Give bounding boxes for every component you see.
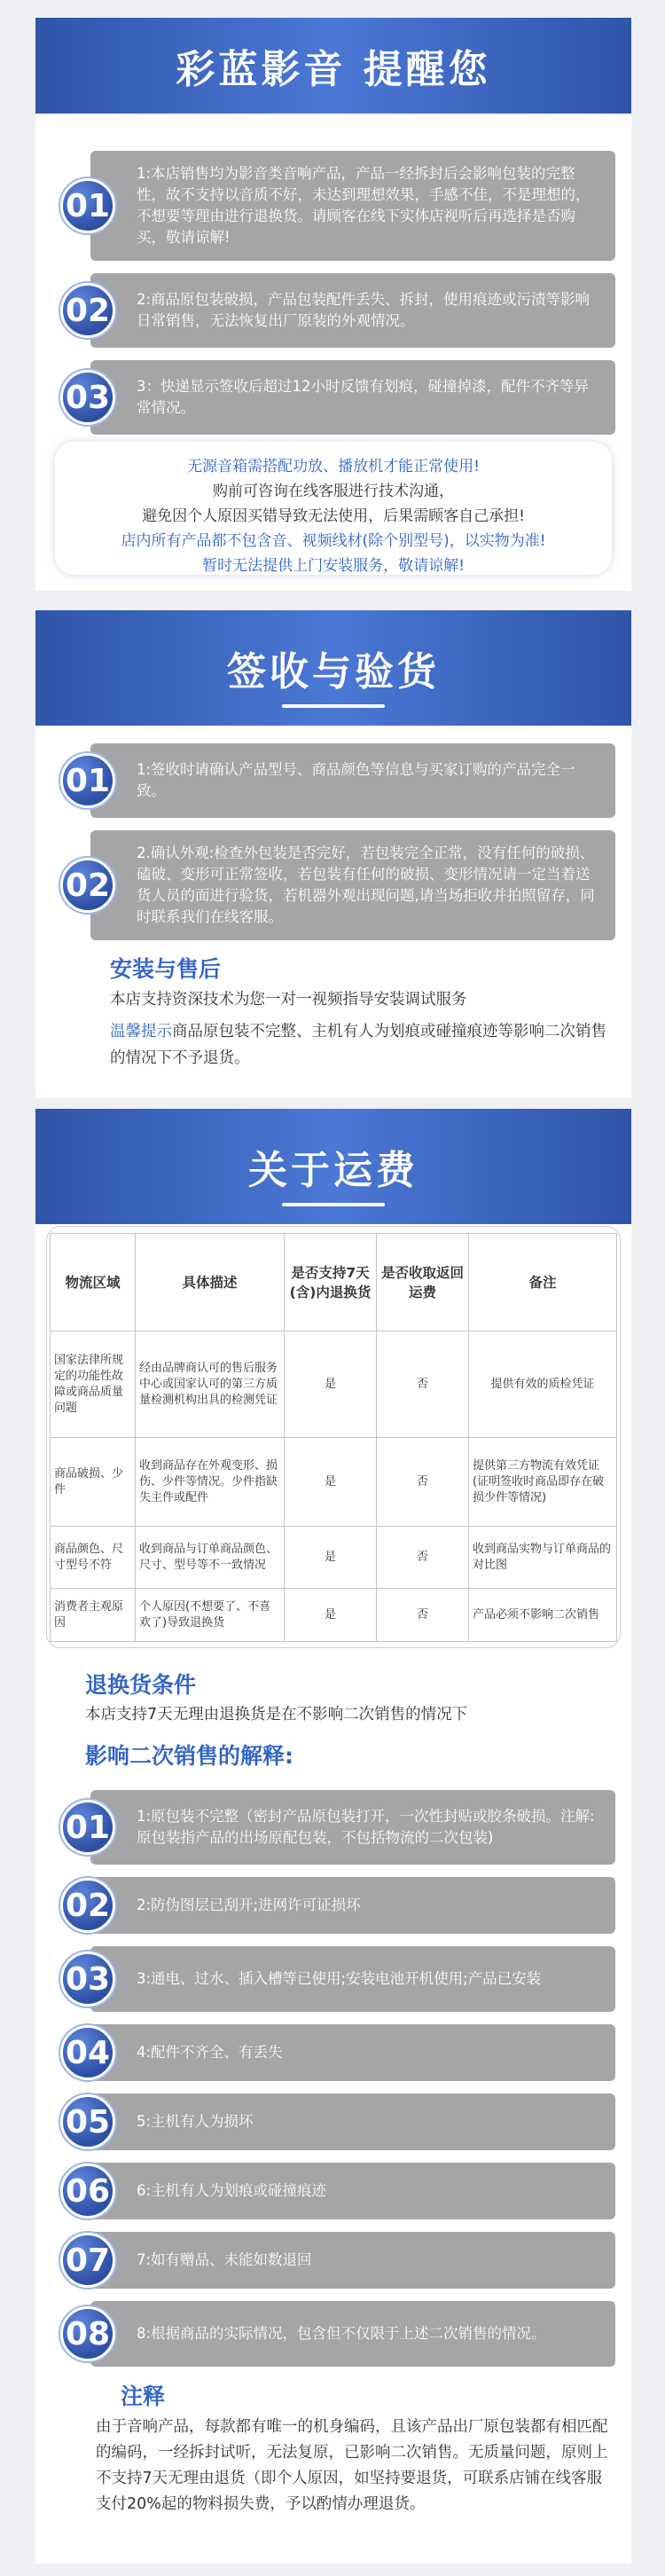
notice-text: 3：快递显示签收后超过12小时反馈有划痕，碰撞掉漆，配件不齐等异常情况。 — [90, 360, 615, 435]
table-cell: 经由品牌商认可的售后服务中心或国家认可的第三方质量检测机构出具的检测凭证 — [136, 1331, 285, 1438]
table-cell: 收到商品与订单商品颜色、尺寸、型号等不一致情况 — [136, 1527, 285, 1589]
note-text: 由于音响产品，每款都有唯一的机身编码，且该产品出厂原包装都有相匹配的编码，一经拆封试听，无法复原，已影响二次销售。无质量问题，原则上不支持7天无理由退货（即个人原因，如坚持要退货，可联系店铺在线客服支付20%起的物料损失费，予以酌情办理退货。 — [96, 2418, 608, 2513]
explain-item — [60, 1790, 615, 1865]
number-badge: 07 — [60, 2233, 115, 2288]
explain-item — [60, 2301, 615, 2367]
table-header: 是否收取返回运费 — [377, 1234, 469, 1331]
table-cell: 商品颜色、尺寸型号不符 — [51, 1527, 136, 1589]
table-cell: 是 — [285, 1527, 377, 1589]
table-cell: 是 — [285, 1589, 377, 1642]
table-cell: 消费者主观原因 — [51, 1589, 136, 1642]
note-title: 注释 — [121, 2384, 166, 2409]
shipping-header — [35, 1109, 631, 1224]
number-badge: 05 — [60, 2094, 115, 2149]
table-cell: 否 — [377, 1438, 469, 1527]
explain-text: 6:主机有人为划痕或碰撞痕迹 — [90, 2163, 615, 2219]
table-header: 是否支持7天(含)内退换货 — [285, 1234, 377, 1331]
table-header: 具体描述 — [136, 1234, 285, 1331]
title-underline — [282, 704, 385, 708]
number-badge: 02 — [60, 283, 115, 338]
explain-item — [60, 2093, 615, 2150]
receipt-title: 签收与验货 — [227, 649, 440, 695]
explain-text: 7:如有赠品、未能如数退回 — [90, 2232, 615, 2289]
explain-text: 1:原包装不完整（密封产品原包装打开，一次性封贴或胶条破损。注解:原包装指产品的出场原配包装，不包括物流的二次包装) — [90, 1790, 615, 1865]
explain-item — [60, 1877, 615, 1934]
note-line: 购前可咨询在线客服进行技术沟通， — [213, 483, 454, 500]
number-badge: 06 — [60, 2164, 115, 2219]
number-badge: 03 — [60, 1952, 115, 2007]
reminder-header — [35, 18, 631, 114]
table-row — [51, 1589, 617, 1642]
table-cell: 产品必须不影响二次销售 — [469, 1589, 617, 1642]
install-text: 本店支持资深技术为您一对一视频指导安装调试服务 — [110, 991, 467, 1009]
install-title: 安装与售后 — [110, 956, 222, 982]
tip-text — [110, 1018, 606, 1072]
note-line: 无源音箱需搭配功放、播放机才能正常使用! — [187, 458, 480, 475]
notice-text: 2.确认外观:检查外包装是否完好，若包装完全正常，没有任何的破损、磕破、变形可正常签收，若包装有任何的破损、变形情况请一定当着送货人员的面进行验货，若机器外观出现问题,请当场拒收并拍照留存，同时联系我们在线客服。 — [90, 830, 615, 940]
notice-item — [60, 360, 615, 435]
number-badge: 01 — [60, 753, 115, 808]
explain-item — [60, 1946, 615, 2012]
explain-item — [60, 2163, 615, 2219]
receipt-card — [35, 610, 631, 1098]
notice-item — [60, 151, 615, 261]
number-badge: 02 — [60, 858, 115, 913]
table-header: 物流区域 — [51, 1234, 136, 1331]
shipping-title: 关于运费 — [248, 1148, 419, 1193]
table-cell: 商品破损、少件 — [51, 1438, 136, 1527]
table-cell: 收到商品存在外观变形、损伤、少件等情况。少件指缺失主件或配件 — [136, 1438, 285, 1527]
shipping-card — [35, 1109, 631, 2564]
table-header: 备注 — [469, 1234, 617, 1331]
table-cell: 否 — [377, 1527, 469, 1589]
table-header-row — [51, 1234, 617, 1331]
title-underline — [282, 1203, 385, 1206]
receipt-header — [35, 610, 631, 726]
number-badge: 02 — [60, 1878, 115, 1933]
table-cell: 个人原因(不想要了、不喜欢了)导致退换货 — [136, 1589, 285, 1642]
table-cell: 否 — [377, 1589, 469, 1642]
number-badge: 01 — [60, 1800, 115, 1855]
reminder-card — [35, 18, 631, 591]
table-cell: 收到商品实物与订单商品的对比图 — [469, 1527, 617, 1589]
number-badge: 04 — [60, 2025, 115, 2080]
tip-label: 温馨提示 — [110, 1023, 172, 1041]
explain-text: 5:主机有人为损坏 — [90, 2093, 615, 2150]
note-line: 避免因个人原因买错导致无法使用，后果需顾客自己承担! — [142, 507, 525, 525]
explain-text: 2:防伪图层已刮开;进网许可证损坏 — [90, 1877, 615, 1934]
explain-text: 4:配件不齐全、有丢失 — [90, 2024, 615, 2081]
reminder-title: 彩蓝影音 提醒您 — [176, 47, 491, 92]
explain-item — [60, 2232, 615, 2289]
tip-body: 商品原包装不完整、主机有人为划痕或碰撞痕迹等影响二次销售的情况下不予退货。 — [110, 1023, 606, 1067]
shipping-table — [50, 1233, 617, 1642]
notice-item — [60, 743, 615, 818]
table-cell: 提供有效的质检凭证 — [469, 1331, 617, 1438]
explain-text: 3:通电、过水、插入槽等已使用;安装电池开机使用;产品已安装 — [90, 1946, 615, 2012]
return-text: 本店支持7天无理由退换货是在不影响二次销售的情况下 — [85, 1706, 468, 1724]
return-title: 退换货条件 — [85, 1672, 197, 1698]
table-cell: 国家法律所规定的功能性故障或商品质量问题 — [51, 1331, 136, 1438]
note-line: 店内所有产品都不包含音、视频线材(除个别型号)，以实物为准! — [121, 532, 546, 550]
table-row — [51, 1438, 617, 1527]
table-row — [51, 1527, 617, 1589]
number-badge: 08 — [60, 2306, 115, 2361]
notice-text: 2:商品原包装破损，产品包装配件丢失、拆封，使用痕迹或污渍等影响日常销售，无法恢复出厂原装的外观情况。 — [90, 273, 615, 348]
explain-title: 影响二次销售的解释: — [85, 1743, 293, 1769]
table-cell: 提供第三方物流有效凭证(证明签收时商品即存在破损少件等情况) — [469, 1438, 617, 1527]
notice-text: 1:本店销售均为影音类音响产品，产品一经拆封后会影响包装的完整性，故不支持以音质不好，未达到理想效果，手感不佳，不是理想的，不想要等理由进行退换货。请顾客在线下实体店视听后再选择是否购买，敬请谅解! — [90, 151, 615, 261]
explain-text: 8:根据商品的实际情况，包含但不仅限于上述二次销售的情况。 — [90, 2301, 615, 2367]
table-cell: 是 — [285, 1331, 377, 1438]
number-badge: 01 — [60, 178, 115, 233]
note-line: 暂时无法提供上门安装服务，敬请谅解! — [202, 557, 465, 575]
important-note — [55, 442, 612, 575]
table-cell: 否 — [377, 1331, 469, 1438]
table-cell: 是 — [285, 1438, 377, 1527]
explain-item — [60, 2024, 615, 2081]
table-row — [51, 1331, 617, 1438]
notice-item — [60, 830, 615, 940]
notice-item — [60, 273, 615, 348]
notice-text: 1:签收时请确认产品型号、商品颜色等信息与买家订购的产品完全一致。 — [90, 743, 615, 818]
number-badge: 03 — [60, 370, 115, 425]
